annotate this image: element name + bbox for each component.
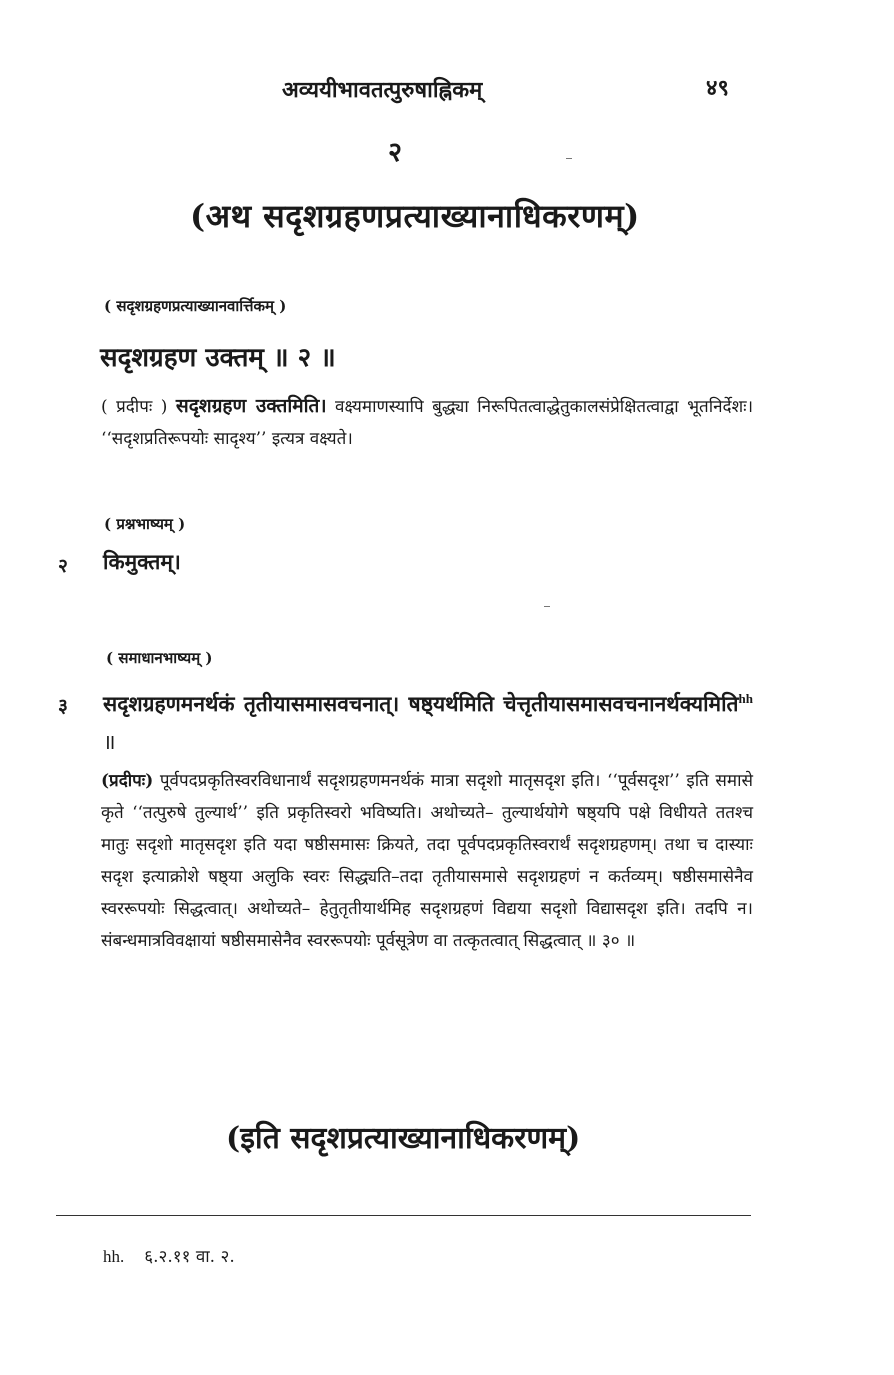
pradipa-commentary-1 bbox=[101, 390, 753, 455]
vartika-label: ( सदृशग्रहणप्रत्याख्यानवार्त्तिकम् ) bbox=[104, 297, 287, 315]
closing-title: (इति सदृशप्रत्याख्यानाधिकरणम्) bbox=[226, 1121, 581, 1156]
prashna-text: किमुक्तम्। bbox=[103, 549, 181, 574]
vartika-text: सदृशग्रहण उक्तम् ॥ २ ॥ bbox=[100, 343, 336, 373]
footnote-mark: hh. bbox=[103, 1247, 125, 1266]
prashna-label: ( प्रश्नभाष्यम् ) bbox=[104, 515, 186, 533]
footnote-text: ६.२.११ वा. २. bbox=[144, 1247, 235, 1267]
pradipa-lemma: सदृशग्रहण उक्तमिति। bbox=[175, 395, 327, 417]
page-number: ४९ bbox=[706, 75, 729, 101]
footnote-divider bbox=[56, 1215, 751, 1216]
samadhana-end: ॥ bbox=[103, 730, 116, 754]
footnote bbox=[103, 1244, 235, 1267]
section-title: (अथ सदृशग्रहणप्रत्याख्यानाधिकरणम्) bbox=[190, 197, 640, 235]
running-head: अव्ययीभावतत्पुरुषाह्निकम् bbox=[282, 77, 483, 103]
samadhana-number: ३ bbox=[58, 695, 68, 717]
pradipa2-label: (प्रदीपः) bbox=[101, 771, 154, 791]
samadhana-text bbox=[103, 680, 753, 761]
pradipa-text: वक्ष्यमाणस्यापि बुद्ध्या निरूपितत्वाद्धेतुकालसंप्रेक्षितत्वाद्वा भूतनिर्देशः। ‘‘सदृशप्रतिरूपयोः सादृश्य’’ इत्यत्र वक्ष्यते। bbox=[101, 397, 754, 449]
prashna-number: २ bbox=[58, 555, 68, 577]
section-number: २ bbox=[388, 137, 403, 168]
pradipa2-text: पूर्वपदप्रकृतिस्वरविधानार्थं सदृशग्रहणमनर्थकं मात्रा सदृशो मातृसदृश इति। ‘‘पूर्वसदृश’’ इति समासे कृते ‘‘तत्पुरुषे तुल्यार्थ’’ इति प्रकृतिस्वरो भविष्यति। अथोच्यते– तुल्यार्थयोगे षष्ठ्यपि पक्षे विधीयते ततश्च मातुः सदृशो मातृसदृश इति यदा षष्ठीसमासः क्रियते, तदा पूर्वपदप्रकृतिस्वरार्थं सदृशग्रहणम्। तथा च दास्याः सदृश इत्याक्रोशे षष्ठ्या अलुकि स्वरः सिद्ध्यति–तदा तृतीयासमासे सदृशग्रहणं न कर्तव्यम्। षष्ठीसमासेनैव स्वररूपयोः सिद्धत्वात्। अथोच्यते– हेतुतृतीयार्थमिह सदृशग्रहणं विद्यया सदृशो विद्यासदृश इति। तदपि न। संबन्धमात्रविवक्षायां षष्ठीसमासेनैव स्वररूपयोः पूर्वसूत्रेण वा तत्कृतत्वात् सिद्धत्वात् ॥ ३० ॥ bbox=[101, 771, 753, 951]
footnote-ref: hh bbox=[738, 691, 753, 706]
scan-speck bbox=[566, 158, 572, 159]
pradipa-commentary-2 bbox=[101, 765, 753, 957]
samadhana-label: ( समाधानभाष्यम् ) bbox=[106, 649, 213, 667]
samadhana-body: सदृशग्रहणमनर्थकं तृतीयासमासवचनात्। षष्ठ्यर्थमिति चेत्तृतीयासमासवचनानर्थक्यमिति bbox=[103, 691, 739, 716]
pradipa-label: ( प्रदीपः ) bbox=[101, 397, 168, 417]
scan-speck bbox=[544, 606, 550, 607]
